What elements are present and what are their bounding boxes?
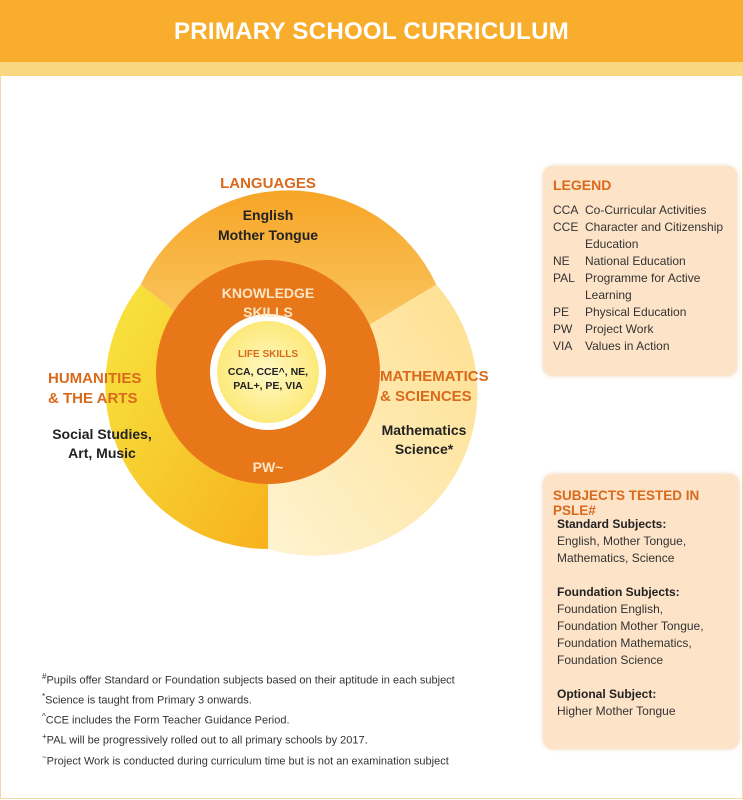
footnote-mark: * — [42, 692, 46, 702]
humanities-heading-line-1: HUMANITIES — [48, 370, 142, 387]
legend-abbr: PE — [553, 305, 570, 319]
project-work-label: PW~ — [252, 459, 284, 475]
languages-subjects — [188, 205, 348, 245]
psle-subject-line: Foundation Mathematics, — [557, 636, 692, 650]
legend-full-name: National Education — [585, 254, 686, 268]
legend-abbr: VIA — [553, 339, 573, 353]
footnote-text: Science is taught from Primary 3 onwards. — [45, 694, 252, 707]
footnote — [42, 750, 455, 770]
psle-subject-line: Higher Mother Tongue — [557, 704, 676, 718]
legend-list — [553, 202, 733, 355]
legend-abbr: PAL — [553, 271, 575, 285]
psle-group — [557, 584, 737, 669]
psle-title: SUBJECTS TESTED IN PSLE# — [553, 488, 700, 518]
psle-group — [557, 686, 737, 720]
maths-sciences-subjects — [372, 421, 476, 459]
footnote-text: Pupils offer Standard or Foundation subjects based on their aptitude in each subject — [46, 674, 455, 687]
footnote — [42, 689, 455, 709]
psle-subject-line: Foundation Mother Tongue, — [557, 619, 704, 633]
subject-mother-tongue: Mother Tongue — [217, 227, 319, 243]
legend-item — [553, 338, 733, 355]
knowledge-skills-label — [208, 284, 328, 322]
life-skills-list — [213, 365, 323, 393]
footnote — [42, 669, 455, 689]
humanities-heading-line-2: & THE ARTS — [48, 390, 138, 407]
footnote-mark: ~ — [42, 752, 47, 762]
psle-subject-line: Foundation English, — [557, 602, 664, 616]
subject-english: English — [242, 207, 294, 223]
footnote-text: CCE includes the Form Teacher Guidance Period. — [45, 714, 290, 727]
legend-item — [553, 304, 733, 321]
legend-item — [553, 270, 733, 304]
legend-full-name: Physical Education — [585, 305, 687, 319]
legend-item — [553, 253, 733, 270]
subject-mathematics: Mathematics — [381, 422, 467, 438]
legend-full-name: Values in Action — [585, 339, 670, 353]
legend-full-name: Programme for Active Learning — [585, 271, 701, 302]
legend-full-name: Project Work — [585, 322, 654, 336]
psle-panel — [543, 474, 739, 749]
legend-item — [553, 219, 733, 253]
subject-science: Science* — [394, 441, 454, 457]
legend-item — [553, 321, 733, 338]
subject-art-music: Art, Music — [68, 445, 136, 461]
maths-heading-line-1: MATHEMATICS — [380, 368, 489, 385]
life-skills-heading: LIFE SKILLS — [238, 349, 298, 360]
psle-group-heading: Optional Subject: — [557, 687, 657, 701]
psle-group-heading: Foundation Subjects: — [557, 585, 680, 599]
maths-sciences-heading — [380, 367, 495, 407]
life-skills-line-1: CCA, CCE^, NE, — [227, 366, 309, 378]
legend-abbr: CCA — [553, 203, 579, 217]
legend-abbr: NE — [553, 254, 570, 268]
psle-group — [557, 516, 737, 567]
footnote-text: Project Work is conducted during curriculum time but is not an examination subject — [46, 755, 449, 768]
humanities-subjects — [46, 425, 158, 463]
skills-label: SKILLS — [243, 304, 293, 320]
psle-group-heading: Standard Subjects: — [557, 517, 667, 531]
footnote-mark: ^ — [42, 712, 46, 722]
legend-full-name: Character and Citizenship Education — [585, 220, 724, 251]
life-skills-line-2: PAL+, PE, VIA — [233, 380, 303, 392]
page-title: PRIMARY SCHOOL CURRICULUM — [173, 18, 570, 45]
legend-full-name: Co-Curricular Activities — [585, 203, 707, 217]
legend-title: LEGEND — [553, 177, 612, 193]
subject-social-studies: Social Studies, — [52, 426, 152, 442]
maths-heading-line-2: & SCIENCES — [380, 388, 472, 405]
legend-panel — [543, 166, 737, 376]
footnote-mark: + — [42, 732, 47, 742]
footnote-mark: # — [42, 672, 47, 681]
knowledge-label: KNOWLEDGE — [221, 285, 315, 301]
humanities-heading — [48, 369, 156, 409]
psle-subject-line: Mathematics, Science — [557, 551, 675, 565]
psle-subject-line: Foundation Science — [557, 653, 664, 667]
footnote — [42, 709, 455, 729]
psle-subject-line: English, Mother Tongue, — [557, 534, 687, 548]
legend-abbr: CCE — [553, 220, 579, 234]
psle-groups — [557, 516, 737, 720]
languages-heading: LANGUAGES — [220, 175, 316, 192]
footnote — [42, 729, 455, 749]
footnote-text: PAL will be progressively rolled out to all primary schools by 2017. — [46, 735, 368, 748]
footnotes — [42, 669, 455, 770]
legend-item — [553, 202, 733, 219]
legend-abbr: PW — [553, 322, 573, 336]
